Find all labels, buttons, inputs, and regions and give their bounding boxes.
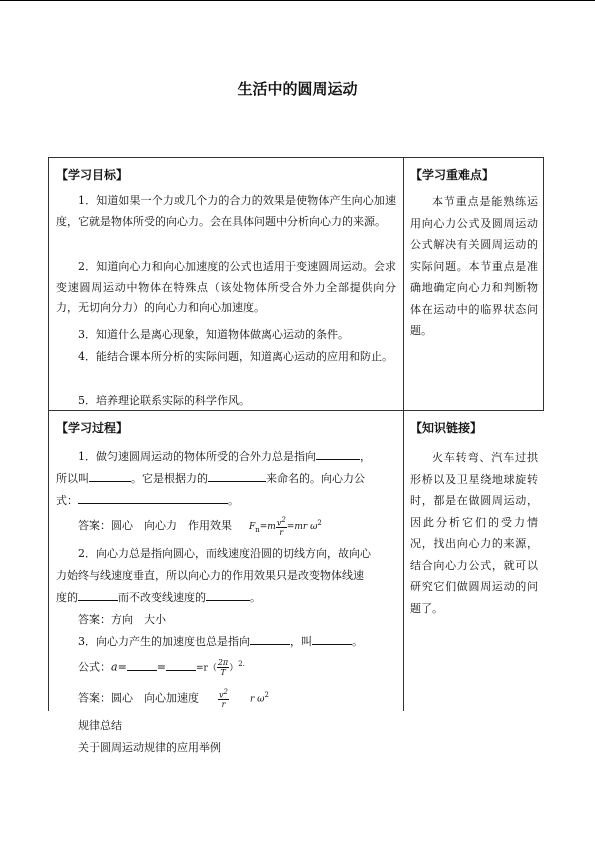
fraction: $\frac{v^2}{r}$ <box>276 515 286 538</box>
upper-table-divider <box>403 157 404 411</box>
blank <box>166 659 196 671</box>
q1-line3: 式： 。 <box>56 494 239 507</box>
blank <box>78 492 228 504</box>
q1-line2: 所以叫 。它是根据力的 来命名的。向心力公 <box>56 472 365 485</box>
blank <box>206 589 250 601</box>
summary-label: 规律总结 <box>78 719 122 732</box>
goal-item: 3．知道什么是离心现象，知道物体做离心运动的条件。 <box>78 328 349 341</box>
knowledge-link-heading: 【知识链接】 <box>410 421 483 435</box>
blank <box>78 589 118 601</box>
q1-line1: 1．做匀速圆周运动的物体所受的合外力总是指向 ， <box>78 450 371 463</box>
fraction: $\frac{2\pi}{T}$ <box>217 658 229 678</box>
process-heading: 【学习过程】 <box>56 421 129 435</box>
a3-line: 答案：圆心 向心加速度 $\frac{v^2}{r}$ r $\omega^2$ <box>78 687 269 710</box>
goal-item: 4．能结合课本所分析的实际问题，知道离心运动的应用和防止。 <box>78 350 393 363</box>
key-points-text: 本节重点是能熟练运用向心力公式及圆周运动公式解决有关圆周运动的实际问题。本节重点是准确地确定向心力和判断物体在运动中的临界状态问题。 <box>410 195 538 337</box>
top-rule <box>0 0 595 1</box>
application-label: 关于圆周运动规律的应用举例 <box>78 741 221 754</box>
q2-line2: 力始终与线速度垂直，所以向心力的作用效果只是改变物体线速 <box>56 569 364 582</box>
a1-line: 答案：圆心 向心力 作用效果 $F_n=m$ $\frac{v^2}{r}$ =mr $\omega^2$ <box>78 515 322 538</box>
goals-heading: 【学习目标】 <box>56 168 129 182</box>
blank <box>89 470 131 482</box>
goal-item: 5．培养理论联系实际的科学作风。 <box>78 394 250 407</box>
page-title: 生活中的圆周运动 <box>237 80 358 98</box>
blank <box>312 633 352 645</box>
q2-line3: 度的 而不改变线速度的 。 <box>56 591 261 604</box>
blank <box>208 470 266 482</box>
lower-divider <box>403 411 404 711</box>
goal-item: 1．知道如果一个力或几个力的合力的效果是使物体产生向心加速度，它就是物体所受的向心力。会在具体问题中分析向心力的来源。 <box>56 194 396 228</box>
key-points-heading: 【学习重难点】 <box>410 168 495 182</box>
q2-line1: 2．向心力总是指向圆心，而线速度沿圆的切线方向，故向心 <box>78 547 371 560</box>
q3-line2: 公式：a= = =r（ $\frac{2\pi}{T}$ ）$^{2.}$ <box>78 658 245 678</box>
fraction: $\frac{v^2}{r}$ <box>219 687 228 710</box>
knowledge-link-text: 火车转弯、汽车过拱形桥以及卫星绕地球旋转时，都是在做圆周运动，因此分析它们的受力情况，找出向心力的来源，结合向心力公式，就可以研究它们做圆周运动的问题了。 <box>410 451 538 615</box>
blank <box>250 633 290 645</box>
blank <box>127 659 157 671</box>
a1-formula: $F_n=m$ $\frac{v^2}{r}$ =mr $\omega^2$ <box>249 515 322 538</box>
lower-left-border <box>48 411 49 711</box>
blank <box>316 448 360 460</box>
a2-line: 答案：方向 大小 <box>78 613 166 626</box>
q3-line1: 3．向心力产生的加速度也总是指向 ，叫 。 <box>78 635 363 648</box>
goal-item: 2．知道向心力和向心加速度的公式也适用于变速圆周运动。会求变速圆周运动中物体在特殊点（该处物体所受合外力全部提供向分力，无切向分力）的向心力和向心加速度。 <box>56 260 396 314</box>
